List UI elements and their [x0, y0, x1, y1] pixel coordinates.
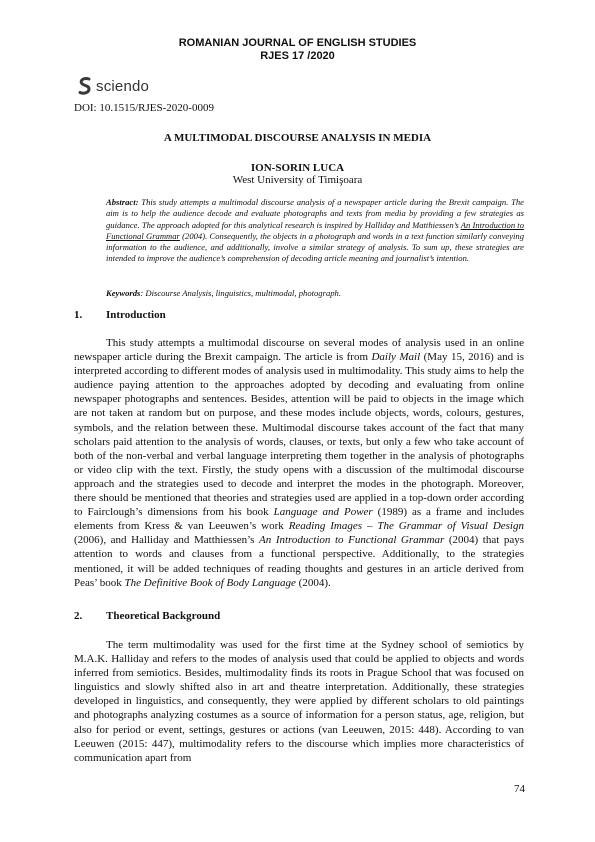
section-heading-theoretical-background: [74, 610, 220, 622]
journal-header: [0, 37, 595, 63]
theory-paragraph: The term multimodality was used for the first time at the Sydney school of semiotics by M.A.K. Halliday and refers to the modes of analysis used that could be applied to objects and words inferred from semiotics. Besides, multimodality finds its roots in Prague School that was focused on linguistics and slowly shifted also in art and theatre interpretation. Additionally, these strategies developed in linguistics, and consequently, they were applied by different scholars to old paintings and photographs analyzing costumes as a source of information for a person status, age, religion, but also for period or event, settings, gestures or actions (van Leeuwen, 2015: 448). According to van Leeuwen (2015: 447), multimodality refers to the discourse which implies more characteristics of communication apart from: [74, 639, 524, 764]
body-italic: Reading Images – The Grammar of Visual Design: [288, 520, 524, 533]
body-text: (2006), and Halliday and Matthiessen’s: [74, 534, 260, 547]
body-text: (May 15, 2016) and is interpreted according to different modes of analysis used in multimodality. This study aims to help the audience paying attention to the approaches adopted by decoding and evaluating from online newspaper photographs and sentences. Besides, attention will be paid to objects in the image which are not taken at random but on purpose, and these modes include objects, words, colours, gestures, symbols, and the relation between these. Multimodal discourse takes account of the fact that many scholars paid attention to the analysis of words, clauses, or texts, but only a few who take account of both of the non-verbal and verbal language interpreting them together in the analysis of photographs or video clip with the text. Firstly, the study opens with a discussion of the multimodal discourse approach and the strategies used to decode and interpret the modes in the photograph. Moreover, there should be mentioned that theories and strategies used are applied in a top-down order according to Fairclough’s dimensions from his book: [74, 351, 524, 519]
section-number: 1.: [74, 309, 83, 321]
keywords-text: : Discourse Analysis, linguistics, multimodal, photograph.: [140, 288, 341, 298]
sciendo-logo-icon: [78, 77, 92, 95]
body-text: (1989) as a frame and includes elements from Kress & van Leeuwen’s work: [74, 506, 524, 533]
section-heading-introduction: [74, 309, 166, 321]
author-affiliation: West University of Timişoara: [232, 174, 363, 186]
logo-text: sciendo: [96, 77, 150, 95]
keywords-label: Keywords: [106, 288, 141, 298]
abstract: [106, 197, 524, 265]
body-text: (2004) that pays attention to words and clauses from a functional perspective. Additionally, to the strategies mentioned, it will be added techniques of reading thoughts and gestures in an article derived from Peas’ book: [74, 534, 525, 589]
introduction-paragraph: [74, 336, 524, 590]
body-italic: An Introduction to Functional Grammar: [259, 534, 445, 547]
page-number: 74: [514, 783, 525, 795]
publisher-logo: [78, 77, 149, 95]
section-number: 2.: [74, 610, 83, 622]
doi: DOI: 10.1515/RJES-2020-0009: [74, 102, 214, 114]
body-italic: The Definitive Book of Body Language: [124, 576, 296, 589]
body-text: This study attempts a multimodal discourse on several modes of analysis used in an online newspaper article during the Brexit campaign. The article is from: [74, 337, 524, 364]
abstract-text: This study attempts a multimodal discourse analysis of a newspaper article during the Brexit campaign. The aim is to help the audience decode and evaluate photographs and texts from media by providing a few strategies as guidance. The approach adopted for this analytical research is inspired by Halliday and Matthiessen’s: [106, 197, 524, 230]
body-text: (2004).: [295, 576, 331, 589]
section-title: Introduction: [106, 309, 166, 321]
journal-name: ROMANIAN JOURNAL OF ENGLISH STUDIES: [178, 37, 417, 49]
section-title: Theoretical Background: [106, 610, 221, 622]
abstract-text-continued: (2004). Consequently, the objects in a photograph and words in a text function similarly conveying information to the audience, and additionally, involve a similar strategy of analysis. To sum up, these strategies are intended to improve the audience’s comprehension of decoding article meaning and journalist’s intention.: [106, 230, 524, 264]
author-name: ION-SORIN LUCA: [250, 162, 345, 174]
abstract-book-title: An Introduction to Functional Grammar: [106, 219, 524, 241]
article-title: A MULTIMODAL DISCOURSE ANALYSIS IN MEDIA: [163, 132, 432, 144]
journal-issue: RJES 17 /2020: [260, 50, 335, 62]
body-italic: Daily Mail: [371, 351, 421, 364]
abstract-label: Abstract:: [106, 197, 139, 207]
body-italic: Language and Power: [273, 506, 373, 519]
keywords: [106, 288, 524, 298]
